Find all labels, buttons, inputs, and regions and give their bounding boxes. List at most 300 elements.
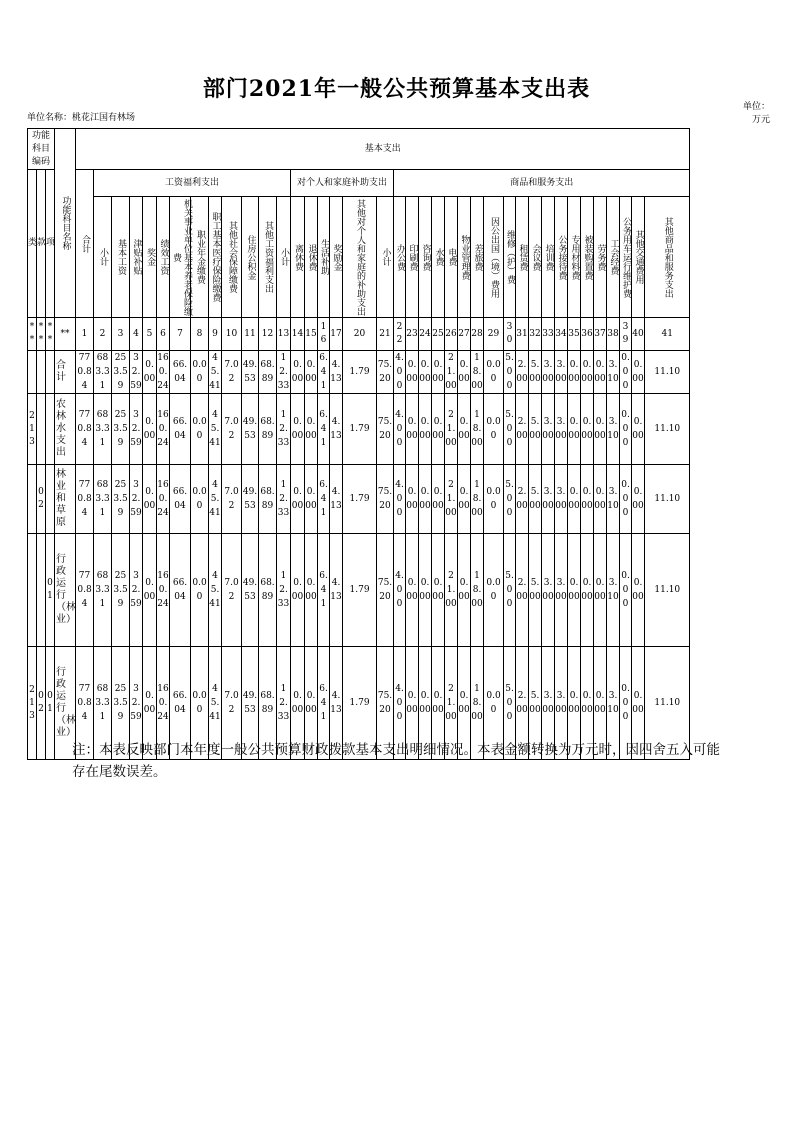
cell-value-text: 0.00 (406, 578, 418, 602)
cell-value (305, 351, 318, 394)
cell-value (445, 465, 458, 534)
cell-value (343, 465, 377, 534)
cell-value-text: 5.00 (529, 487, 541, 511)
cell-value-text: 32.59 (130, 684, 142, 722)
cell-value (516, 394, 529, 465)
table-row (28, 394, 690, 465)
cell-lei (28, 351, 37, 394)
cell-value (504, 534, 516, 647)
index-cell-text: ** (29, 322, 35, 345)
cell-value-text: 5.00 (505, 353, 514, 391)
cell-value-text: 0.00 (486, 578, 501, 602)
index-cell (568, 318, 581, 351)
cell-value-text: 0.00 (581, 578, 593, 602)
cell-value-text: 4.13 (330, 691, 342, 715)
cell-value (542, 534, 555, 647)
cell-xiang (46, 465, 55, 534)
cell-value-text: 0.00 (621, 410, 630, 448)
cell-value-text: 21.00 (445, 480, 457, 518)
cell-value-text: 0.00 (632, 487, 644, 511)
cell-kuan (37, 394, 46, 465)
cell-value-text: 12.33 (277, 684, 290, 722)
cell-value-text: 3.00 (555, 417, 567, 441)
index-cell-text: 26 (445, 328, 457, 339)
header-col-24 (458, 197, 471, 318)
header-col-11-text: 其他工资福利支出 (263, 221, 274, 293)
cell-value (209, 465, 222, 534)
cell-value-text: 0.00 (486, 360, 501, 384)
cell-value (607, 465, 620, 534)
cell-value (143, 465, 157, 534)
header-col-34-text: 劳务费 (595, 243, 606, 271)
cell-value (130, 534, 143, 647)
cell-value-text: 0.00 (458, 487, 470, 511)
header-col-4 (143, 197, 157, 318)
cell-value (645, 394, 690, 465)
cell-value (645, 351, 690, 394)
index-cell-text: 32 (529, 328, 541, 339)
index-cell-text: 30 (506, 322, 513, 345)
header-col-16 (330, 197, 343, 318)
index-cell (55, 318, 76, 351)
cell-value-text: 0.00 (419, 691, 431, 715)
header-kuan (37, 170, 46, 318)
index-cell-text: ** (47, 322, 53, 345)
cell-value (620, 394, 632, 465)
index-cell (209, 318, 222, 351)
cell-value (406, 534, 419, 647)
cell-value-text: 45.41 (209, 353, 221, 391)
cell-value-text: 1.79 (349, 424, 370, 434)
cell-value-text: 5.00 (529, 417, 541, 441)
cell-value-text: 2.00 (516, 578, 528, 602)
cell-value (529, 394, 542, 465)
header-col-12-text: 小计 (279, 248, 290, 266)
index-cell-text: 33 (542, 328, 554, 339)
cell-value-text: 253.59 (113, 571, 128, 609)
header-wage-group (94, 170, 291, 197)
cell-value-text: 0.00 (305, 360, 317, 384)
cell-value (419, 465, 432, 534)
cell-value (112, 465, 130, 534)
cell-value-text: 21.00 (445, 571, 457, 609)
cell-value (504, 394, 516, 465)
cell-value-text: 683.31 (95, 480, 110, 518)
cell-value-text: 3.10 (607, 360, 619, 384)
cell-value (291, 534, 305, 647)
index-cell (445, 318, 458, 351)
cell-value-text: 4.00 (395, 480, 404, 518)
header-col-15-text: 生活补助 (319, 239, 330, 275)
cell-lei-text: 213 (29, 684, 35, 721)
cell-value (568, 394, 581, 465)
cell-value (277, 534, 291, 647)
index-cell-text: 3 (117, 328, 124, 339)
cell-value-text: 0.00 (143, 417, 156, 441)
table-row (28, 534, 690, 647)
header-col-38-text: 其他商品和服务支出 (662, 216, 673, 298)
cell-value (620, 465, 632, 534)
cell-value (209, 351, 222, 394)
index-cell (581, 318, 594, 351)
index-cell-text: 24 (419, 328, 431, 339)
cell-value-text: 0.00 (419, 417, 431, 441)
index-cell-text: 8 (196, 328, 203, 339)
cell-value-text: 0.00 (632, 578, 644, 602)
cell-value (406, 465, 419, 534)
header-col-33 (581, 197, 594, 318)
cell-xiang (46, 647, 55, 760)
cell-value-text: 0.00 (291, 487, 304, 511)
cell-value-text: 770.84 (77, 684, 92, 722)
header-col-33-text: 被装购置费 (582, 234, 593, 280)
header-col-10-text: 住房公积金 (245, 234, 256, 280)
cell-value (568, 465, 581, 534)
cell-value-text: 0.00 (568, 691, 580, 715)
cell-value (607, 394, 620, 465)
cell-value (143, 351, 157, 394)
cell-value (504, 351, 516, 394)
index-cell (432, 318, 445, 351)
header-col-17-text: 其他对个人和家庭的补助支出 (355, 198, 366, 316)
cell-value (471, 465, 484, 534)
header-xiang-text: 项 (46, 238, 56, 248)
cell-value (432, 394, 445, 465)
index-cell (632, 318, 645, 351)
cell-value-text: 6.41 (319, 571, 328, 609)
index-cell-text: 10 (225, 328, 238, 339)
cell-value-text: 5.00 (505, 480, 514, 518)
header-col-32 (568, 197, 581, 318)
index-cell (318, 318, 330, 351)
cell-value (632, 394, 645, 465)
index-cell (343, 318, 377, 351)
cell-value-text: 11.10 (654, 585, 681, 595)
cell-xiang-text: 01 (47, 578, 53, 601)
index-cell (143, 318, 157, 351)
cell-value-text: 75.20 (377, 578, 393, 602)
cell-value (581, 534, 594, 647)
cell-value-text: 5.00 (505, 571, 514, 609)
header-col-15 (318, 197, 330, 318)
cell-value-text: 18.00 (471, 571, 483, 609)
index-cell-text: 38 (607, 328, 619, 339)
cell-xiang-text: 01 (47, 691, 53, 714)
index-cell-text: 15 (305, 328, 317, 339)
cell-value-text: 0.00 (458, 360, 470, 384)
cell-value-text: 0.00 (632, 691, 644, 715)
cell-value (242, 534, 259, 647)
index-cell (277, 318, 291, 351)
index-cell-text: ** (38, 322, 44, 345)
cell-value-text: 160.24 (157, 684, 169, 722)
cell-value-text: 66.04 (172, 360, 188, 384)
cell-value (157, 394, 170, 465)
cell-value-text: 3.00 (542, 487, 554, 511)
index-cell-text: 40 (632, 328, 644, 339)
cell-value (191, 394, 209, 465)
cell-value (471, 351, 484, 394)
cell-value-text: 66.04 (172, 487, 188, 511)
cell-value-text: 0.00 (486, 691, 501, 715)
header-col-30 (542, 197, 555, 318)
index-cell (458, 318, 471, 351)
cell-value-text: 160.24 (157, 571, 169, 609)
cell-value-text: 253.59 (113, 480, 128, 518)
header-col-37-text: 其他交通费用 (633, 230, 644, 284)
cell-value (529, 465, 542, 534)
cell-value-text: 0.00 (291, 417, 304, 441)
cell-value (318, 465, 330, 534)
cell-value (94, 465, 112, 534)
cell-value-text: 0.00 (406, 417, 418, 441)
header-lei-text: 类 (28, 238, 38, 248)
cell-value (291, 351, 305, 394)
cell-value-text: 0.00 (458, 578, 470, 602)
cell-value (330, 534, 343, 647)
cell-value-text: 0.00 (568, 360, 580, 384)
index-cell-text: 41 (661, 328, 673, 339)
index-cell-text: 37 (594, 328, 606, 339)
index-cell-text: 28 (471, 328, 483, 339)
cell-value (555, 534, 568, 647)
cell-value-text: 0.00 (594, 360, 606, 384)
header-wage-group-text: 工资福利支出 (165, 177, 220, 188)
cell-kuan (37, 647, 46, 760)
cell-lei (28, 394, 37, 465)
cell-value-text: 5.00 (529, 360, 541, 384)
cell-value (222, 351, 242, 394)
index-cell-text: 31 (516, 328, 528, 339)
index-cell (377, 318, 394, 351)
cell-value-text: 75.20 (377, 487, 393, 511)
cell-value-text: 0.00 (305, 417, 317, 441)
header-col-4-text: 奖金 (145, 248, 156, 266)
header-col-27 (504, 197, 516, 318)
cell-lei (28, 465, 37, 534)
cell-value-text: 12.33 (277, 410, 290, 448)
cell-value-text: 0.00 (432, 487, 444, 511)
cell-value-text: 1.79 (349, 494, 370, 504)
cell-value-text: 49.53 (242, 360, 258, 384)
index-cell-text: 22 (396, 322, 403, 345)
cell-value (458, 534, 471, 647)
cell-value-text: 2.00 (516, 487, 528, 511)
cell-value-text: 160.24 (157, 480, 169, 518)
header-total (76, 170, 94, 318)
index-cell (94, 318, 112, 351)
cell-value-text: 0.00 (621, 571, 630, 609)
cell-value-text: 0.00 (419, 360, 431, 384)
cell-value (318, 394, 330, 465)
cell-value-text: 3.00 (555, 691, 567, 715)
cell-value (594, 534, 607, 647)
cell-value (581, 394, 594, 465)
cell-value (277, 394, 291, 465)
header-col-35 (607, 197, 620, 318)
cell-value (594, 351, 607, 394)
cell-value-text: 18.00 (471, 480, 483, 518)
header-col-29-text: 会议费 (530, 243, 541, 271)
cell-value (594, 465, 607, 534)
cell-func-name (55, 394, 76, 465)
cell-lei-text: 213 (29, 410, 35, 447)
header-func-code (28, 129, 55, 170)
cell-value (394, 351, 406, 394)
index-cell (291, 318, 305, 351)
cell-value-text: 1.79 (349, 585, 370, 595)
cell-func-name (55, 351, 76, 394)
cell-value (277, 465, 291, 534)
header-col-27-text: 维修（护）费 (505, 230, 516, 284)
header-func-name-text: 功能科目名称 (60, 196, 71, 250)
index-cell (76, 318, 94, 351)
cell-value (76, 465, 94, 534)
cell-value-text: 6.41 (319, 410, 328, 448)
cell-value (94, 534, 112, 647)
index-cell (112, 318, 130, 351)
header-col-7 (191, 197, 209, 318)
header-col-34 (594, 197, 607, 318)
index-cell (222, 318, 242, 351)
cell-value (419, 394, 432, 465)
header-col-21-text: 咨询费 (420, 243, 431, 271)
index-cell-text: 14 (291, 328, 304, 339)
cell-value (542, 351, 555, 394)
unit-label: 单位：万元 (742, 102, 770, 125)
cell-value-text: 3.10 (607, 487, 619, 511)
cell-value-text: 0.00 (305, 487, 317, 511)
cell-value-text: 0.00 (568, 578, 580, 602)
header-col-38 (645, 197, 690, 318)
cell-value (330, 465, 343, 534)
cell-value-text: 68.89 (260, 578, 275, 602)
cell-value (394, 394, 406, 465)
header-col-36 (620, 197, 632, 318)
header-col-25 (471, 197, 484, 318)
cell-value-text: 0.00 (486, 417, 501, 441)
cell-value-text: 18.00 (471, 353, 483, 391)
cell-value-text: 0.00 (143, 578, 156, 602)
cell-value (419, 534, 432, 647)
cell-value (305, 534, 318, 647)
index-cell-text: 39 (622, 322, 629, 345)
cell-value (516, 465, 529, 534)
cell-value (259, 351, 277, 394)
cell-value (471, 394, 484, 465)
cell-value-text: 0.00 (291, 691, 304, 715)
index-cell-text: 29 (487, 328, 500, 339)
cell-value-text: 0.00 (581, 691, 593, 715)
header-kuan-text: 款 (37, 238, 47, 248)
cell-value-text: 0.00 (594, 691, 606, 715)
cell-value-text: 0.00 (581, 360, 593, 384)
cell-value (516, 351, 529, 394)
cell-value (157, 534, 170, 647)
cell-value (242, 351, 259, 394)
cell-value-text: 4.13 (330, 417, 342, 441)
cell-value (94, 351, 112, 394)
header-col-2 (112, 197, 130, 318)
header-col-3-text: 津贴补贴 (131, 239, 142, 275)
header-col-19 (394, 197, 406, 318)
cell-value-text: 45.41 (209, 684, 221, 722)
cell-value-text: 253.59 (113, 684, 128, 722)
cell-value (330, 351, 343, 394)
cell-value (555, 394, 568, 465)
header-goods-group-text: 商品和服务支出 (510, 177, 574, 188)
cell-func-name-text: 农林水支出 (56, 399, 67, 458)
cell-value-text: 32.59 (130, 480, 142, 518)
index-cell-text: 2 (99, 328, 106, 339)
cell-value-text: 5.00 (505, 684, 514, 722)
cell-value-text: 4.13 (330, 360, 342, 384)
cell-value-text: 49.53 (242, 487, 258, 511)
header-col-37 (632, 197, 645, 318)
cell-value-text: 4.00 (395, 410, 404, 448)
header-col-6-text: 机关事业单位基本养老保险缴费 (171, 198, 193, 316)
header-col-1 (94, 197, 112, 318)
cell-value-text: 11.10 (654, 698, 681, 708)
cell-value (94, 394, 112, 465)
index-cell-text: 23 (406, 328, 418, 339)
header-col-11 (259, 197, 277, 318)
cell-value-text: 45.41 (209, 571, 221, 609)
header-lei (28, 170, 37, 318)
table-row (28, 465, 690, 534)
cell-value (432, 465, 445, 534)
header-col-31-text: 公务接待费 (556, 234, 567, 280)
index-cell-text: 20 (353, 328, 366, 339)
cell-value-text: 11.10 (654, 494, 681, 504)
cell-value (484, 394, 504, 465)
cell-value-text: 683.31 (95, 410, 110, 448)
cell-value-text: 66.04 (172, 691, 188, 715)
header-col-12 (277, 197, 291, 318)
cell-value-text: 11.10 (654, 424, 681, 434)
cell-value-text: 0.00 (432, 417, 444, 441)
cell-value-text: 5.00 (505, 410, 514, 448)
cell-value (458, 394, 471, 465)
index-cell (645, 318, 690, 351)
header-col-31 (555, 197, 568, 318)
cell-value (607, 534, 620, 647)
cell-value-text: 32.59 (130, 353, 142, 391)
cell-value-text: 3.10 (607, 691, 619, 715)
cell-value-text: 0.00 (291, 578, 304, 602)
cell-value (555, 351, 568, 394)
header-col-21 (419, 197, 432, 318)
index-cell (157, 318, 170, 351)
cell-kuan (37, 351, 46, 394)
header-col-6 (170, 197, 191, 318)
cell-value-text: 3.00 (542, 691, 554, 715)
index-cell (130, 318, 143, 351)
cell-value-text: 4.13 (330, 487, 342, 511)
header-col-19-text: 办公费 (395, 243, 406, 271)
header-col-22-text: 水费 (433, 248, 444, 266)
cell-value (343, 534, 377, 647)
cell-value-text: 0.00 (305, 691, 317, 715)
cell-value-text: 7.02 (224, 417, 239, 441)
index-cell-text: 17 (330, 328, 342, 339)
cell-value-text: 160.24 (157, 353, 169, 391)
cell-value (143, 534, 157, 647)
index-cell-text: 21 (379, 328, 391, 339)
cell-value (568, 534, 581, 647)
cell-value-text: 21.00 (445, 353, 457, 391)
cell-value-text: 68.89 (260, 360, 275, 384)
